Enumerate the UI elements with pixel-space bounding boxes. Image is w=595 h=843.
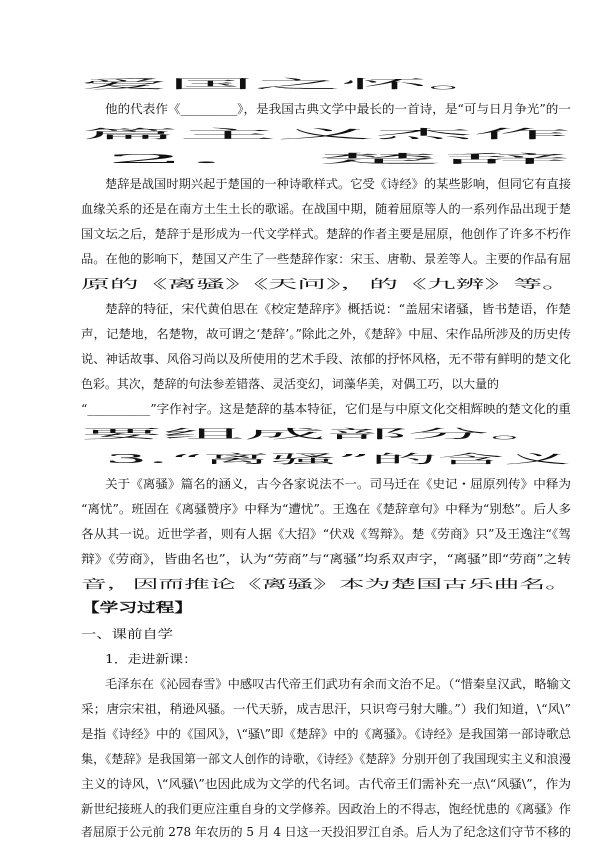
text-line: [0, 298, 595, 320]
line-text: 声，记楚地，名楚物，故可谓之‘楚辞’。”除此之外，《楚辞》中屈、宋作品所涉及的历史传: [81, 327, 571, 341]
text-line: [0, 98, 595, 120]
line-text: “离忧”。班固在《离骚赞序》中释为“遭忧”。王逸在《楚辞章句》中释为“别愁”。后人多: [81, 502, 571, 516]
text-line: [0, 723, 595, 745]
text-line: [0, 423, 595, 445]
line-text: 2．楚辞: [105, 152, 571, 166]
text-line: [0, 123, 595, 145]
line-text: 楚辞是战国时期兴起于楚国的一种诗歌样式。它受《诗经》的某些影响，但同它有直接: [105, 177, 571, 191]
line-text: 楚辞的特征，宋代黄伯思在《校定楚辞序》概括说：“盖屈宋诸骚，皆书楚语，作楚: [105, 302, 571, 316]
line-text: 者屈原于公元前 278 年农历的 5 月 4 日这一天投汨罗江自杀。后人为了纪念这们守节不移的: [81, 825, 571, 839]
text-line: [0, 373, 595, 395]
line-text: 国文坛之后，楚辞于是形成为一代文学样式。楚辞的作者主要是屈原，他创作了许多不朽作: [81, 227, 571, 241]
section-heading: [0, 623, 595, 645]
line-text: 3.“离骚”的含义: [105, 452, 571, 466]
text-line: [0, 673, 595, 695]
text-line: [0, 698, 595, 720]
line-text: 集，《楚辞》是我国第一部文人创作的诗歌，《诗经》《楚辞》分别开创了我国现实主义和浪漫: [81, 752, 571, 766]
section-heading: [0, 148, 595, 170]
text-line: [0, 773, 595, 795]
text-line: [0, 821, 595, 843]
line-text: 新世纪接班人的我们更应注重自身的文学修养。因政治上的不得志，饱经忧患的《离骚》作: [81, 802, 571, 816]
line-text: 血缘关系的还是在南方土生土长的歌谣。在战国中期，随着屈原等人的一系列作品出现于楚: [81, 202, 571, 216]
line-text: 采；唐宗宋祖，稍逊风骚。一代天骄，成吉思汗，只识弯弓射大雕。”）我们知道，\“风\”: [81, 702, 571, 716]
line-text: “__________”字作衬字。这是楚辞的基本特征，它们是与中原文化交相辉映的楚文化的重: [81, 402, 571, 416]
text-line: [0, 73, 595, 95]
line-text: 是指《诗经》中的《国风》，\“骚\”即《楚辞》中的《离骚》。《诗经》是我国第一部诗歌总: [81, 727, 571, 741]
line-text: 他的代表作《_________》，是我国古典文学中最长的一首诗，是“可与日月争光”的一: [105, 102, 571, 116]
line-text: 毛泽东在《沁园春雪》中感叹古代帝王们武功有余而文治不足。（“惜秦皇汉武，略输文: [105, 677, 571, 691]
line-text: 爱国之怀。: [81, 77, 514, 91]
line-text: 1．走进新课：: [105, 652, 197, 666]
text-line: [0, 573, 595, 595]
line-text: 各从其一说。近世学者，则有人据《大招》“伏戏《驾辩》。楚《劳商》只”及王逸注“《驾: [81, 527, 571, 541]
text-line: [0, 523, 595, 545]
line-text: 【学习过程】: [81, 601, 193, 616]
text-line: [0, 398, 595, 420]
line-text: 音，因而推论《离骚》本为楚国古乐曲名。: [81, 577, 571, 591]
line-text: 关于《离骚》篇名的涵义，古今各家说法不一。司马迁在《史记・屈原列传》中释为: [105, 477, 571, 491]
text-line: [0, 223, 595, 245]
line-text: 色彩。其次，楚辞的句法参差错落、灵活变幻，词藻华美，对偶工巧，以大量的: [81, 377, 499, 391]
text-line: [0, 348, 595, 370]
text-line: [0, 748, 595, 770]
line-text: 一、课前自学: [81, 627, 173, 641]
text-line: [0, 798, 595, 820]
line-text: 原的《离骚》《天问》，的《九辨》等。: [81, 277, 571, 291]
study-process-heading: [0, 598, 595, 620]
text-line: [0, 548, 595, 570]
text-line: [0, 198, 595, 220]
line-text: 主义的诗风，\“风骚\”也因此成为文学的代名词。古代帝王们需补充一点\“风骚\”，作为: [81, 777, 571, 791]
line-text: 说、神话故事、风俗习尚以及所使用的艺术手段、浓郁的抒怀风格，无不带有鲜明的楚文化: [81, 352, 571, 366]
line-text: 篇主义杰作: [81, 127, 571, 141]
text-line: [0, 248, 595, 270]
section-heading: [0, 448, 595, 470]
text-line: [0, 173, 595, 195]
section-heading: [0, 648, 595, 670]
text-line: [0, 323, 595, 345]
text-line: [0, 273, 595, 295]
text-line: [0, 498, 595, 520]
line-text: 要组成部分。: [81, 427, 571, 441]
line-text: 品。在他的影响下，楚国又产生了一些楚辞作家：宋玉、唐勒、景差等人。主要的作品有屈: [81, 252, 571, 266]
text-line: [0, 473, 595, 495]
line-text: 辩》《劳商》，皆曲名也”，认为“劳商”与“离骚”均系双声字，“离骚”即“劳商”之转: [81, 552, 571, 566]
